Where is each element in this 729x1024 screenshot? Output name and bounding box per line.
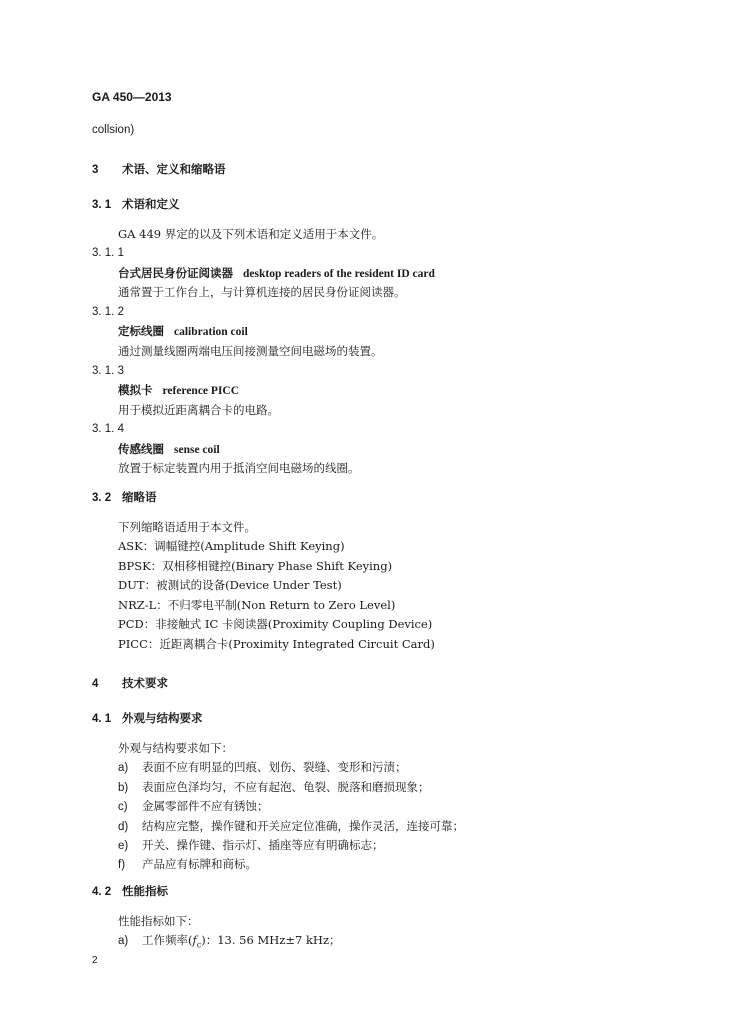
abbr-item: BPSK：双相移相键控(Binary Phase Shift Keying) [118,559,393,573]
section-number: 3 [92,164,99,176]
item-text: 产品应有标牌和商标。 [142,857,257,871]
item-text: 金属零部件不应有锈蚀； [142,799,269,813]
term-definition: 用于模拟近距离耦合卡的电路。 [118,403,279,417]
section-number: 3. 2 [92,492,112,504]
item-text-rich: 工作频率$(f_c)$：13. 56 MHz±7 kHz； [142,933,341,950]
item-marker: d) [118,821,129,833]
term-name [118,266,435,281]
section-number: 3. 1 [92,199,112,211]
section-number: 4. 2 [92,886,112,898]
section-3-1-intro: GA 449 界定的以及下列术语和定义适用于本文件。 [118,227,384,241]
term-cn: 模拟卡 [118,383,153,397]
item-marker: e) [118,840,129,852]
doc-code: GA 450—2013 [92,90,172,104]
performance-intro: 性能指标如下： [118,914,199,928]
section-title: 缩略语 [122,490,157,504]
item-marker: a) [118,935,129,947]
term-cn: 定标线圈 [118,324,164,338]
item-text: 结构应完整，操作键和开关应定位准确，操作灵活，连接可靠； [142,819,464,833]
item-marker: b) [118,782,129,794]
item-text: 表面应色泽均匀，不应有起泡、龟裂、脱落和磨损现象； [142,780,430,794]
section-number: 4. 1 [92,713,112,725]
list-item [118,857,257,872]
abbr-item: ASK：调幅键控(Amplitude Shift Keying) [118,539,345,553]
term-en: calibration coil [174,326,248,338]
item-text: 开关、操作键、指示灯、插座等应有明确标志； [142,838,384,852]
abbr-item: PICC：近距离耦合卡(Proximity Integrated Circuit Card) [118,637,435,651]
section-3-heading [92,162,226,177]
abbr-item: NRZ-L：不归零电平制(Non Return to Zero Level) [118,598,396,612]
term-cn: 传感线圈 [118,442,164,456]
section-title: 性能指标 [122,884,168,898]
abbr-item: PCD：非接触式 IC 卡阅读器(Proximity Coupling Device) [118,617,433,631]
list-item [118,838,384,853]
requirements-intro: 外观与结构要求如下： [118,741,233,755]
section-title: 术语、定义和缩略语 [122,162,226,176]
item-marker: a) [118,762,129,774]
term-en: sense coil [174,444,220,456]
section-3-2-heading [92,490,157,505]
term-name [118,324,248,339]
list-item [118,933,341,952]
section-title: 外观与结构要求 [122,711,203,725]
continuation-text: collsion) [92,124,135,136]
abbr-intro: 下列缩略语适用于本文件。 [118,520,256,534]
term-definition: 通过测量线圈两端电压间接测量空间电磁场的装置。 [118,344,383,358]
list-item [118,780,430,795]
term-en: desktop readers of the resident ID card [243,268,435,280]
term-number: 3. 1. 4 [92,423,124,435]
item-text: 表面不应有明显的凹痕、划伤、裂缝、变形和污渍； [142,760,407,774]
section-4-heading [92,676,168,691]
section-number: 4 [92,678,99,690]
term-name [118,442,220,457]
section-title: 术语和定义 [122,197,180,211]
section-3-1-heading [92,197,180,212]
term-name [118,383,239,398]
list-item [118,819,464,834]
list-item [118,760,407,775]
list-item [118,799,269,814]
section-4-2-heading [92,884,168,899]
term-cn: 台式居民身份证阅读器 [118,266,233,280]
term-en: reference PICC [162,385,240,397]
term-number: 3. 1. 1 [92,247,124,259]
term-definition: 放置于标定装置内用于抵消空间电磁场的线圈。 [118,461,360,475]
term-definition: 通常置于工作台上，与计算机连接的居民身份证阅读器。 [118,285,406,299]
section-4-1-heading [92,711,203,726]
term-number: 3. 1. 3 [92,365,124,377]
item-marker: f) [118,859,126,871]
page-number: 2 [92,955,98,966]
term-number: 3. 1. 2 [92,306,124,318]
abbr-item: DUT：被测试的设备(Device Under Test) [118,578,342,592]
item-marker: c) [118,801,128,813]
section-title: 技术要求 [122,676,168,690]
